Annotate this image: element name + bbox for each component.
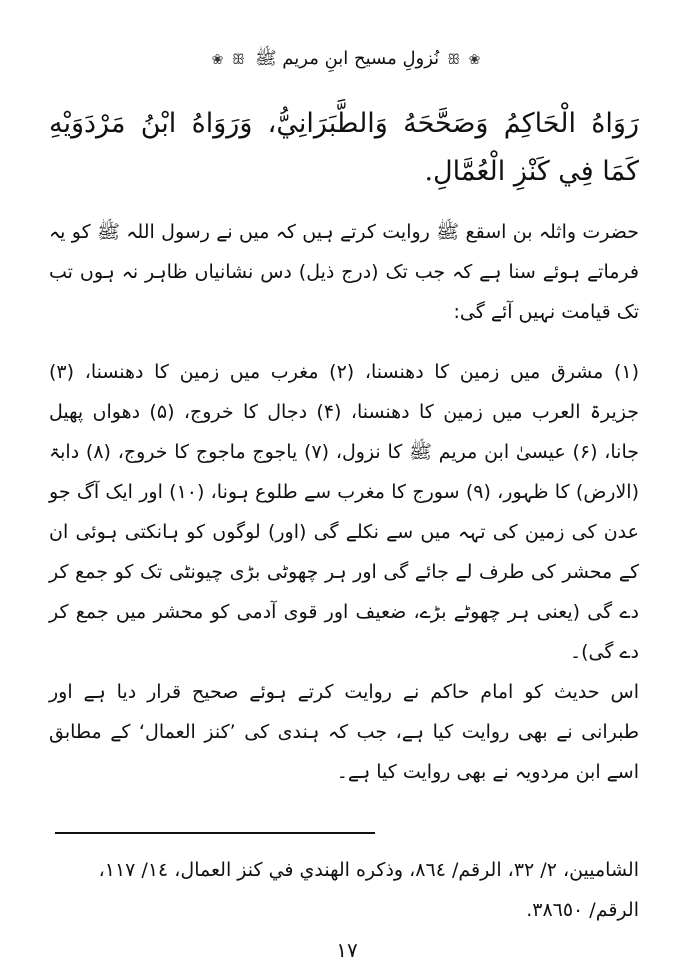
footnote: الشاميين، ٢/ ٣٢، الرقم/ ٨٦٤، وذكره الهندي في كنز العمال، ١٤/ ١١٧، الرقم/ ٣٨٦٥٠.	[98, 859, 639, 921]
header-ornament-right: ❀ ꕥ	[447, 52, 483, 68]
signs-paragraph: (۱) مشرق میں زمین کا دھنسنا، (۲) مغرب میں زمین کا دھنسنا، (۳) جزیرۃ العرب میں زمین کا دھنسنا، (۴) دجال کا خروج، (۵) دھواں پھیل جانا، (۶) عیسیٰ ابن مریم ﷺ کا نزول، (۷) یاجوج ماجوج کا خروج، (۸) دابۃ (الارض) کا ظہور، (۹) سورج کا مغرب سے طلوع ہونا، (۱۰) اور ایک آگ جو عدن کی زمین کی تہہ میں سے نکلے گی (اور) لوگوں کو ہانکتی ہوئی ان کے محشر کی طرف لے جائے گی اور ہر چھوٹی بڑی چیونٹی تک کو جمع کر دے گی (یعنی ہر چھوٹے بڑے، ضعیف اور قوی آدمی کو محشر میں جمع کر دے گی)۔	[49, 361, 639, 663]
intro-paragraph: حضرت واثلہ بن اسقع ﷺ روایت کرتے ہیں کہ میں نے رسول اللہ ﷺ کو یہ فرماتے ہوئے سنا ہے کہ جب تک (درج ذیل) دس نشانیاں ظاہر نہ ہوں تب تک قیامت نہیں آئے گی:	[49, 221, 639, 323]
running-title: نُزولِ مسیح ابنِ مریم ﷺ	[254, 48, 440, 69]
page-number: ۱۷	[336, 938, 358, 962]
header-ornament-left: ꕥ ❀	[211, 52, 247, 68]
running-header	[0, 40, 694, 80]
grading-paragraph: اس حدیث کو امام حاکم نے روایت کرتے ہوئے صحیح قرار دیا ہے اور طبرانی نے بھی روایت کیا ہے، جب کہ ہندی کی ’کنز العمال‘ کے مطابق اسے ابن مردویہ نے بھی روایت کیا ہے۔	[49, 681, 639, 783]
footnote-divider	[55, 832, 375, 834]
arabic-quote: رَوَاهُ الْحَاكِمُ وَصَحَّحَهُ وَالطَّبَرَانِيُّ، وَرَوَاهُ ابْنُ مَرْدَوَيْهِ كَمَا فِي كَنْزِ الْعُمَّالِ.	[49, 108, 639, 187]
